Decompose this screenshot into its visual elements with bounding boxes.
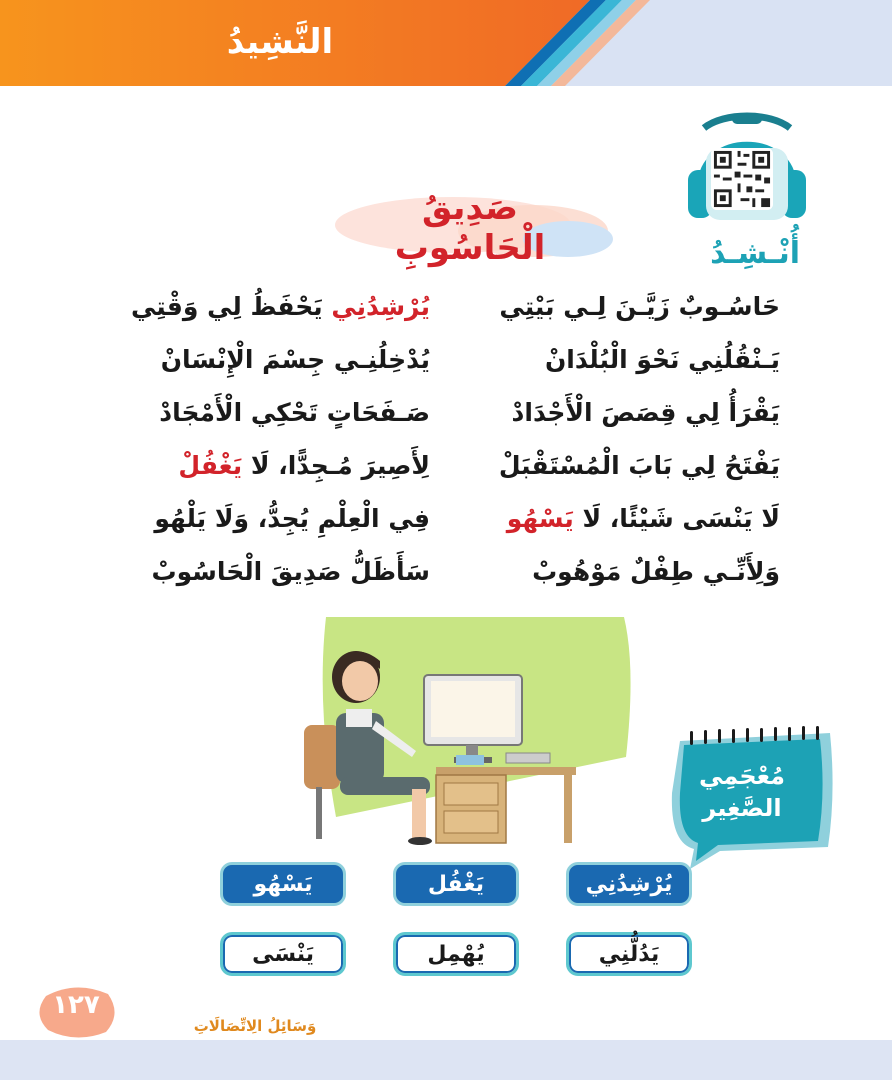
verse-second-half <box>150 451 430 480</box>
poem-verse <box>150 345 780 398</box>
poem-verse <box>150 557 780 610</box>
verse-second-half <box>130 292 430 321</box>
verse-first-half: حَاسُـوبٌ زَيَّـنَ لِـي بَيْتِي <box>499 292 780 321</box>
verse-second-half: سَأَظَلُّ صَدِيقَ الْحَاسُوبْ <box>151 557 430 586</box>
verse-text: لَا يَنْسَى شَيْئًا، لَا <box>573 504 780 533</box>
word-button[interactable]: يَغْفُل <box>393 862 519 906</box>
footer-band <box>0 1040 892 1080</box>
song-title: صَدِيقُ الْحَاسُوبِ <box>394 188 546 268</box>
verse-first-half: يَفْتَحُ لِي بَابَ الْمُسْتَقْبَلْ <box>498 451 780 480</box>
poem-verse <box>150 398 780 451</box>
verse-text: لِأَصِيرَ مُـجِدًّا، لَا <box>242 451 430 480</box>
word-button[interactable]: يَسْهُو <box>220 862 346 906</box>
verse-second-half: فِي الْعِلْمِ يُجِدُّ، وَلَا يَلْهُو <box>154 504 430 533</box>
qr-code-icon[interactable] <box>711 148 773 210</box>
verse-text: يَحْفَظُ لِي وَقْتِي <box>130 292 332 321</box>
dictionary-title <box>676 760 808 824</box>
verse-second-half: يُدْخِلُنِـي جِسْمَ الْإِنْسَانْ <box>160 345 430 374</box>
dictionary-title-line2: الصَّغِير <box>702 794 782 822</box>
section-title: النَّشِيدُ <box>226 22 334 62</box>
verse-first-half: يَقْرَأُ لِي قِصَصَ الْأَجْدَادْ <box>511 398 780 427</box>
verse-first-half <box>500 504 780 533</box>
highlighted-word: يَغْفُلْ <box>178 451 243 480</box>
verse-first-half: وَلِأَنِّـي طِفْلٌ مَوْهُوبْ <box>532 557 780 586</box>
verse-first-half: يَـنْقُلُنِي نَحْوَ الْبُلْدَانْ <box>544 345 780 374</box>
poem <box>130 292 780 610</box>
unit-label: وَسَائِلُ الِاتِّصَالَاتِ <box>193 1017 317 1035</box>
dictionary-title-line1: مُعْجَمِي <box>698 762 786 790</box>
poem-verse <box>150 504 780 557</box>
word-button[interactable]: يُهْمِل <box>393 932 519 976</box>
girl-at-computer-illustration <box>296 617 636 845</box>
verse-second-half: صَـفَحَاتٍ تَحْكِي الْأَمْجَادْ <box>159 398 430 427</box>
word-button[interactable]: يَنْسَى <box>220 932 346 976</box>
page-number: ١٢٧ <box>52 990 100 1020</box>
poem-verse <box>130 292 780 345</box>
header-stripes <box>0 0 892 86</box>
poem-verse <box>150 451 780 504</box>
word-button[interactable]: يُرْشِدُنِي <box>566 862 692 906</box>
highlighted-word: يُرْشِدُنِي <box>331 292 430 321</box>
recite-label: أُنْـشِـدُ <box>710 236 800 271</box>
word-button[interactable]: يَدُلُّنِي <box>566 932 692 976</box>
highlighted-word: يَسْهُو <box>506 504 574 533</box>
